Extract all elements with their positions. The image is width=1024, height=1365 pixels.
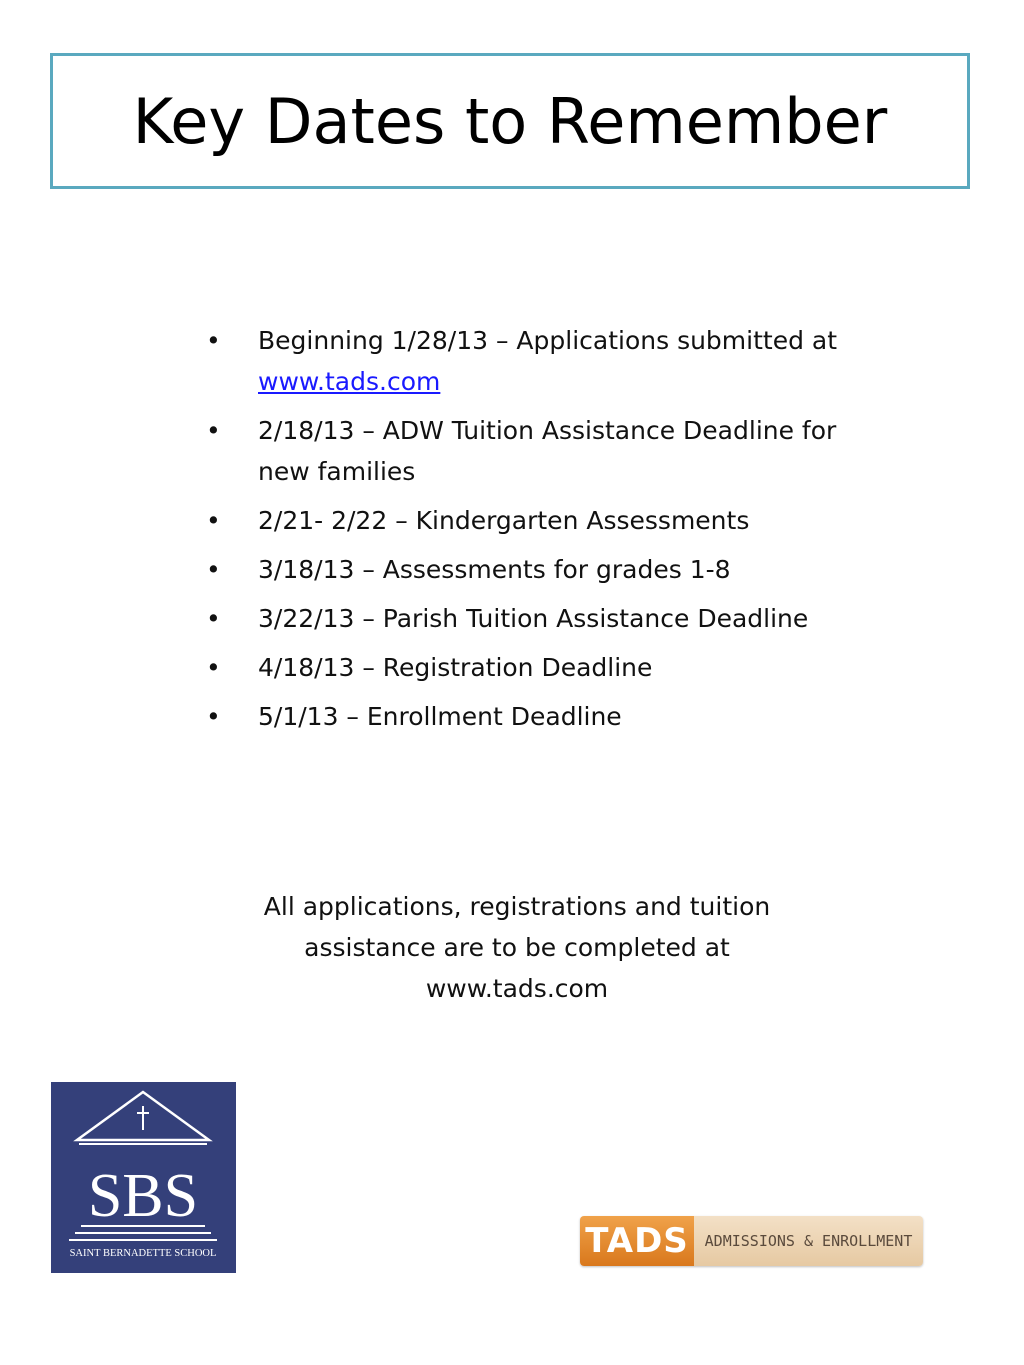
- bullet-icon: •: [206, 506, 221, 535]
- tads-tagline: ADMISSIONS & ENROLLMENT: [694, 1216, 923, 1266]
- list-item: [206, 500, 846, 541]
- school-name: SAINT BERNADETTE SCHOOL: [69, 1248, 217, 1259]
- date-item-text: 3/18/13 – Assessments for grades 1-8: [258, 555, 731, 584]
- bullet-icon: •: [206, 555, 221, 584]
- title-box: [50, 53, 970, 189]
- list-item: [206, 647, 846, 688]
- list-item: [206, 410, 846, 492]
- list-item: [206, 598, 846, 639]
- completion-note: All applications, registrations and tuition assistance are to be completed at www.tads.com: [263, 892, 771, 1003]
- sbs-logo-graphic: [51, 1082, 236, 1273]
- page-title: Key Dates to Remember: [132, 84, 888, 158]
- date-item-text: 2/21- 2/22 – Kindergarten Assessments: [258, 506, 750, 535]
- date-item-text: Beginning 1/28/13 – Applications submitted at: [258, 326, 838, 355]
- sbs-logo: [51, 1082, 236, 1273]
- date-item-text: 2/18/13 – ADW Tuition Assistance Deadline for new families: [258, 416, 837, 486]
- tads-mark: TADS: [580, 1216, 694, 1266]
- key-dates-list: [206, 320, 846, 745]
- sbs-initials: SBS: [87, 1162, 199, 1230]
- list-item: [206, 696, 846, 737]
- bullet-icon: •: [206, 416, 221, 445]
- bullet-icon: •: [206, 604, 221, 633]
- tads-link[interactable]: www.tads.com: [258, 367, 441, 396]
- tads-logo: [580, 1216, 923, 1266]
- bullet-icon: •: [206, 326, 221, 355]
- date-item-text: 4/18/13 – Registration Deadline: [258, 653, 653, 682]
- list-item: [206, 320, 846, 402]
- date-item-text: 3/22/13 – Parish Tuition Assistance Deadline: [258, 604, 809, 633]
- bullet-icon: •: [206, 702, 221, 731]
- bullet-icon: •: [206, 653, 221, 682]
- date-item-text: 5/1/13 – Enrollment Deadline: [258, 702, 622, 731]
- list-item: [206, 549, 846, 590]
